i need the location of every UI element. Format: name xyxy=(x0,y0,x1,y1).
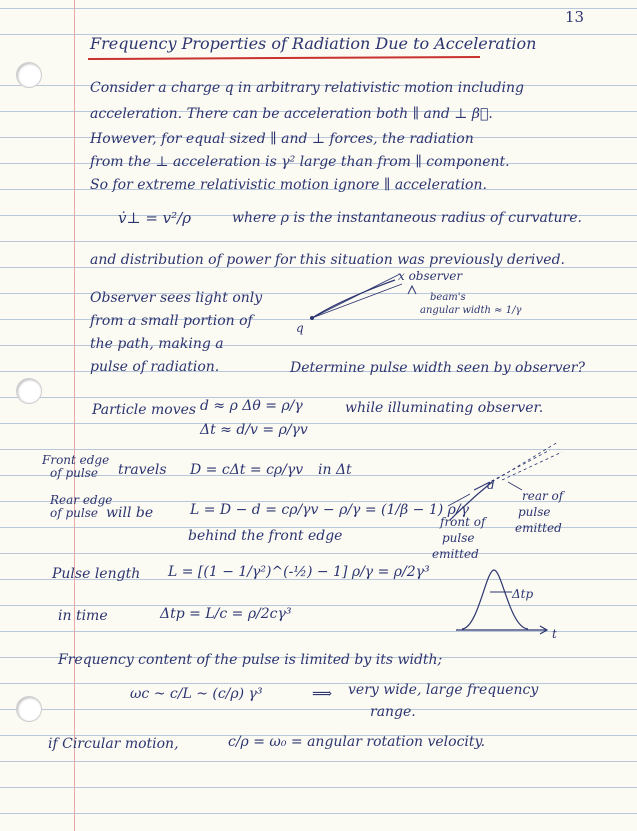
rear-edge-behind: behind the front edge xyxy=(188,528,343,544)
rear-edge-eq: L = D − d = cρ/γv − ρ/γ = (1/β − 1) ρ/γ xyxy=(190,502,469,518)
charge-label: q xyxy=(296,321,304,335)
fig2-front-label-3: emitted xyxy=(432,547,479,561)
rear-edge-label-1: Rear edge xyxy=(50,493,113,507)
front-edge-travels: travels xyxy=(118,462,167,478)
binder-hole-top xyxy=(16,62,42,88)
intro-line-5: So for extreme relativistic motion ignore ∥ acceleration. xyxy=(90,177,487,193)
fig2-d-label: d xyxy=(487,478,495,492)
front-edge-label-2: of pulse xyxy=(50,466,98,480)
particle-moves-note: while illuminating observer. xyxy=(345,400,544,416)
particle-moves-label: Particle moves xyxy=(92,402,197,418)
omega-c-eq: ωc ~ c/L ~ (c/ρ) γ³ xyxy=(130,686,263,702)
observer-line-1: Observer sees light only xyxy=(90,290,263,306)
circular-label: if Circular motion, xyxy=(48,736,179,752)
margin-line xyxy=(74,0,75,831)
rear-edge-label-2: of pulse xyxy=(50,506,98,520)
front-edge-suffix: in Δt xyxy=(318,462,352,478)
observer-line-2: from a small portion of xyxy=(90,313,253,329)
pulse-length-eq: L = [(1 − 1/γ²)^(-½) − 1] ρ/γ = ρ/2γ³ xyxy=(168,564,430,580)
observer-line-3: the path, making a xyxy=(90,336,224,352)
binder-hole-middle xyxy=(16,378,42,404)
fig2-front-label-1: front of xyxy=(440,515,486,529)
fig2-front-label-2: pulse xyxy=(442,531,475,545)
power-line: and distribution of power for this situation was previously derived. xyxy=(90,252,565,268)
page-title: Frequency Properties of Radiation Due to Acceleration xyxy=(90,34,537,53)
binder-hole-bottom xyxy=(16,696,42,722)
front-edge-eq: D = cΔt = cρ/γv xyxy=(190,462,304,478)
beam-label-2: angular width ≈ 1/γ xyxy=(420,305,522,316)
fig3-width-label: Δtp xyxy=(512,587,534,601)
intro-line-3: However, for equal sized ∥ and ⊥ forces, the radiation xyxy=(90,131,474,147)
front-edge-label-1: Front edge xyxy=(42,453,110,467)
fig2-rear-label-2: pulse xyxy=(518,505,551,519)
pulse-question: Determine pulse width seen by observer? xyxy=(290,360,585,376)
title-underline xyxy=(88,56,480,60)
in-time-label: in time xyxy=(58,608,108,624)
fig3-axis-label: t xyxy=(552,627,557,641)
omega-c-note-1: very wide, large frequency xyxy=(348,682,539,698)
observer-label: x observer xyxy=(398,269,463,283)
particle-moves-eq2: Δt ≈ d/v = ρ/γv xyxy=(200,422,308,438)
intro-line-1: Consider a charge q in arbitrary relativistic motion including xyxy=(90,80,524,96)
circular-eq: c/ρ = ω₀ = angular rotation velocity. xyxy=(228,734,486,750)
omega-c-arrow: ⟹ xyxy=(312,686,333,702)
eq-v-perp: v̇⊥ = v²/ρ xyxy=(118,209,192,227)
fig2-rear-label-1: rear of xyxy=(522,489,564,503)
fig2-rear-label-3: emitted xyxy=(515,521,562,535)
intro-line-2: acceleration. There can be acceleration both ∥ and ⊥ β⃗. xyxy=(90,106,493,122)
omega-c-note-2: range. xyxy=(370,704,416,720)
eq-v-perp-note: where ρ is the instantaneous radius of curvature. xyxy=(232,210,582,226)
rear-edge-will-be: will be xyxy=(106,505,154,521)
observer-line-4: pulse of radiation. xyxy=(90,359,220,375)
in-time-eq: Δtp = L/c = ρ/2cγ³ xyxy=(160,606,292,622)
intro-line-4: from the ⊥ acceleration is γ² large than from ∥ component. xyxy=(90,154,510,170)
pulse-length-label: Pulse length xyxy=(52,566,141,582)
page-number: 13 xyxy=(565,8,585,26)
particle-moves-eq1: d ≈ ρ Δθ = ρ/γ xyxy=(200,398,303,414)
frequency-content-line: Frequency content of the pulse is limited by its width; xyxy=(58,652,443,668)
beam-label-1: beam's xyxy=(430,292,466,303)
